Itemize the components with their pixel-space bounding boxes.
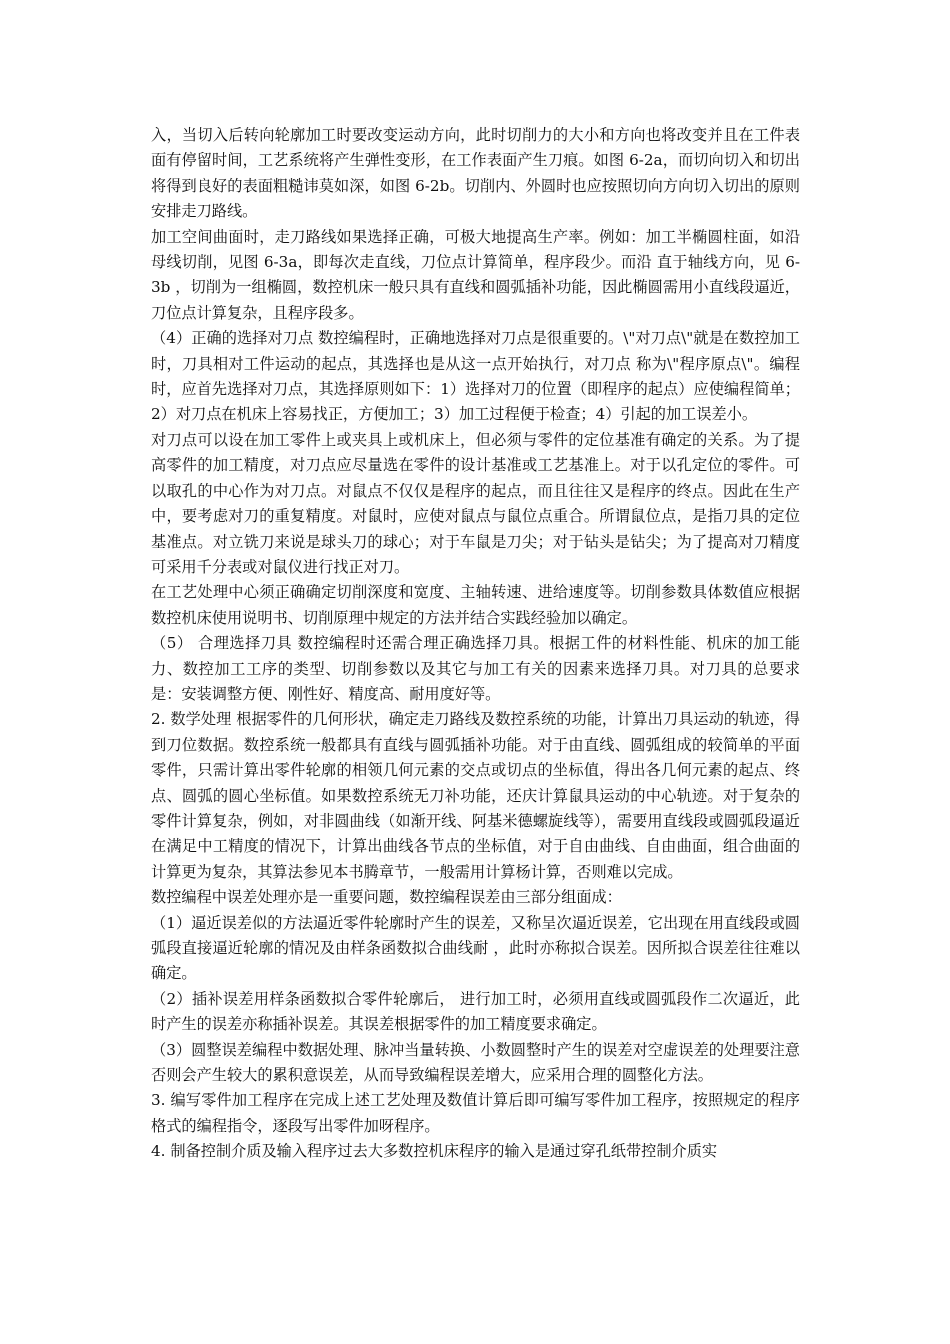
paragraph-math-processing: 2. 数学处理 根据零件的几何形状，确定走刀路线及数控系统的功能，计算出刀具运动的轨迹，得到刀位数据。数控系统一般都具有直线与圆弧插补功能。对于由直线、圆弧组成的较简单的平面零件，只需计算出零件轮廓的相领几何元素的交点或切点的坐标值，得出各几何元素的起点、终点、圆弧的圆心坐标值。如果数控系统无刀补功能，还庆计算鼠具运动的中心轨迹。对于复杂的零件计算复杂，例如，对非圆曲线（如渐开线、阿基米德螺旋线等），需要用直线段或圆弧段逼近在满足中工精度的情况下，计算出曲线各节点的坐标值，对于自由曲线、自由曲面，组合曲面的计算更为复杂，其算法参见本书腾章节，一般需用计算杨计算，否则难以完成。	[151, 710, 800, 881]
paragraph-rounding-error: （3）圆整误差编程中数据处理、脉冲当量转换、小数圆整时产生的误差对空虚误差的处理要注意否则会产生较大的累积意误差，从而导致编程误差增大，应采用合理的圆整化方法。	[151, 1040, 800, 1085]
paragraph-approximation-error: （1）逼近误差似的方法逼近零件轮廓时产生的误差，又称呈次逼近误差，它出现在用直线段或圆弧段直接逼近轮廓的情况及由样条函数拟合曲线耐 ，此时亦称拟合误差。因所拟合误差往往难以确定。	[151, 913, 800, 983]
paragraph-space-surface: 加工空间曲面时，走刀路线如果选择正确，可极大地提高生产率。例如：加工半椭圆柱面，如沿母线切削，见图 6-3a，即每次走直线，刀位点计算简单，程序段少。而沿 直于轴线方向，见 6-3b ，切削为一组椭圆，数控机床一般只具有直线和圆弧插补功能，因此椭圆需用小直线段逼近，刀位点计算复杂，且程序段多。	[151, 227, 800, 322]
document-body	[151, 123, 800, 1165]
paragraph-tool-selection: （5） 合理选择刀具 数控编程时还需合理正确选择刀具。根据工件的材料性能、机床的加工能力、数控加工工序的类型、切削参数以及其它与加工有关的因素来选择刀具。对刀具的总要求是：安装调整方便、刚性好、精度高、耐用度好等。	[151, 634, 800, 703]
paragraph-control-media: 4. 制备控制介质及输入程序过去大多数控机床程序的输入是通过穿孔纸带控制介质实	[151, 1142, 718, 1161]
paragraph-tool-setting-point: （4）正确的选择对刀点 数控编程时，正确地选择对刀点是很重要的。\"对刀点\"就是在数控加工时，刀具相对工件运动的起点，其选择也是从这一点开始执行，对刀点 称为\"程序原点\"。编程时，应首先选择对刀点，其选择原则如下：1）选择对刀的位置（即程序的起点）应使编程简单；2）对刀点在机床上容易找正，方便加工；3）加工过程便于检查；4）引起的加工误差小。	[151, 329, 800, 424]
paragraph-error-intro: 数控编程中误差处理亦是一重要问题，数控编程误差由三部分组面成：	[151, 888, 622, 907]
paragraph-tool-point-location: 对刀点可以设在加工零件上或夹具上或机床上，但必须与零件的定位基准有确定的关系。为了提高零件的加工精度，对刀点应尽量选在零件的设计基准或工艺基准上。对于以孔定位的零件。可以取孔的中心作为对刀点。对鼠点不仅仅是程序的起点，而且往往又是程序的终点。因此在生产中，要考虑对刀的重复精度。对鼠时，应使对鼠点与鼠位点重合。所谓鼠位点，是指刀具的定位基准点。对立铣刀来说是球头刀的球心；对于车鼠是刀尖；对于钻头是钻尖；为了提高对刀精度可采用千分表或对鼠仪进行找正对刀。	[151, 430, 800, 576]
paragraph-write-program: 3. 编写零件加工程序在完成上述工艺处理及数值计算后即可编写零件加工程序，按照规定的程序格式的编程指令，逐段写出零件加呀程序。	[151, 1091, 800, 1135]
paragraph-interpolation-error: （2）插补误差用样条函数拟合零件轮廓后， 进行加工时，必须用直线或圆弧段作二次逼近，此时产生的误差亦称插补误差。其误差根据零件的加工精度要求确定。	[151, 989, 800, 1034]
paragraph-cutting-parameters: 在工艺处理中心须正确确定切削深度和宽度、主轴转速、进给速度等。切削参数具体数值应根据数控机床使用说明书、切削原理中规定的方法并结合实践经验加以确定。	[151, 583, 800, 627]
paragraph-cut-in-path: 入，当切入后转向轮廓加工时要改变运动方向，此时切削力的大小和方向也将改变并且在工件表面有停留时间，工艺系统将产生弹性变形，在工作表面产生刀痕。如图 6-2a，而切向切入和切出将得到良好的表面粗糙讳莫如深，如图 6-2b。切削内、外圆时也应按照切向方向切入切出的原则安排走刀路线。	[151, 126, 800, 221]
